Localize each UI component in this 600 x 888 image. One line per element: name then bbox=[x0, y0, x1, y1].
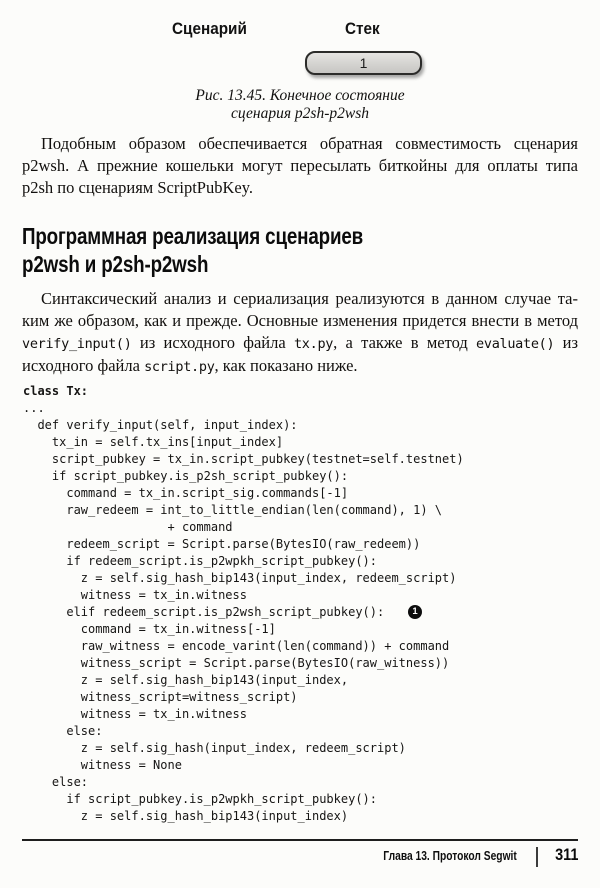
page-number: 311 bbox=[554, 845, 578, 864]
code-line bbox=[23, 451, 464, 468]
code-line bbox=[23, 485, 464, 502]
code-line bbox=[23, 808, 464, 825]
code-text: z = self.sig_hash_bip143(input_index, bbox=[23, 673, 349, 687]
code-line bbox=[23, 383, 464, 400]
code-line bbox=[23, 468, 464, 485]
code-text: elif redeem_script.is_p2wsh_script_pubkey(): bbox=[23, 605, 385, 619]
text-segment: Синтаксический анализ и сериализация реализуются в данном случае та- bbox=[41, 289, 578, 308]
code-text: witness_script=witness_script) bbox=[23, 690, 298, 704]
paragraph-backward-compatibility bbox=[22, 133, 578, 199]
paragraph-line bbox=[22, 332, 578, 355]
code-text: z = self.sig_hash(input_index, redeem_script) bbox=[23, 741, 406, 755]
code-line bbox=[23, 621, 464, 638]
code-line bbox=[23, 706, 464, 723]
text-segment: Подобным образом обеспечивается обратная совместимость сценария bbox=[41, 134, 578, 153]
code-line bbox=[23, 587, 464, 604]
code-line bbox=[23, 434, 464, 451]
text-segment: , как показано ниже. bbox=[214, 356, 358, 375]
code-line bbox=[23, 689, 464, 706]
text-segment: p2wsh. А прежние кошельки могут пересылать биткойны для оплаты типа bbox=[22, 156, 578, 175]
code-text: if redeem_script.is_p2wpkh_script_pubkey(): bbox=[23, 554, 378, 568]
code-text: raw_witness = encode_varint(len(command)) + command bbox=[23, 639, 450, 653]
code-line bbox=[23, 791, 464, 808]
figure-caption-line1: Рис. 13.45. Конечное состояние bbox=[195, 87, 405, 104]
text-segment: исходного файла bbox=[22, 356, 145, 375]
chapter-title: Глава 13. Протокол Segwit bbox=[383, 849, 517, 863]
code-text: witness_script = Script.parse(BytesIO(raw_witness)) bbox=[23, 656, 450, 670]
code-text: else: bbox=[23, 724, 103, 738]
code-text: script_pubkey = tx_in.script_pubkey(testnet=self.testnet) bbox=[23, 452, 464, 466]
code-line bbox=[23, 604, 464, 621]
code-text: ... bbox=[23, 401, 45, 415]
callout-1-icon: 1 bbox=[408, 605, 422, 619]
stack-item-box bbox=[305, 51, 422, 75]
section-heading bbox=[22, 222, 363, 278]
paragraph-line bbox=[22, 310, 578, 332]
code-line bbox=[23, 417, 464, 434]
code-text: witness = tx_in.witness bbox=[23, 707, 247, 721]
figure-column-label-script: Сценарий bbox=[172, 19, 247, 38]
code-line bbox=[23, 774, 464, 791]
code-block-verify-input bbox=[23, 383, 464, 825]
footer-separator bbox=[536, 847, 538, 867]
code-text: def verify_input(self, input_index): bbox=[23, 418, 298, 432]
paragraph-implementation-notes bbox=[22, 288, 578, 378]
code-line bbox=[23, 502, 464, 519]
text-segment: из bbox=[554, 333, 578, 352]
inline-code: script.py bbox=[144, 359, 215, 375]
code-line bbox=[23, 723, 464, 740]
inline-code: verify_input() bbox=[22, 336, 132, 352]
code-text: z = self.sig_hash_bip143(input_index) bbox=[23, 809, 349, 823]
paragraph-line bbox=[22, 133, 578, 155]
code-line bbox=[23, 536, 464, 553]
stack-item-value: 1 bbox=[359, 55, 368, 71]
code-line bbox=[23, 519, 464, 536]
code-text: z = self.sig_hash_bip143(input_index, redeem_script) bbox=[23, 571, 457, 585]
code-line bbox=[23, 740, 464, 757]
paragraph-line bbox=[22, 155, 578, 177]
paragraph-line bbox=[22, 288, 578, 310]
code-line bbox=[23, 757, 464, 774]
code-text: witness = None bbox=[23, 758, 182, 772]
footer-rule bbox=[22, 839, 578, 841]
section-heading-line2: p2wsh и p2sh-p2wsh bbox=[22, 251, 209, 277]
figure-caption bbox=[0, 87, 600, 122]
code-text: redeem_script = Script.parse(BytesIO(raw_redeem)) bbox=[23, 537, 421, 551]
code-text: else: bbox=[23, 775, 89, 789]
code-text: if script_pubkey.is_p2sh_script_pubkey(): bbox=[23, 469, 349, 483]
text-segment: , а также в метод bbox=[333, 333, 477, 352]
code-text: command = tx_in.witness[-1] bbox=[23, 622, 276, 636]
code-line bbox=[23, 638, 464, 655]
text-segment: из исходного файла bbox=[131, 333, 294, 352]
figure-column-label-stack: Стек bbox=[345, 19, 380, 38]
inline-code: tx.py bbox=[293, 336, 334, 352]
paragraph-line bbox=[22, 177, 578, 199]
figure-caption-line2: сценария p2sh-p2wsh bbox=[231, 104, 369, 122]
text-segment: ким же образом, как и прежде. Основные изменения придется внести в метод bbox=[22, 311, 578, 330]
code-line bbox=[23, 570, 464, 587]
code-text: tx_in = self.tx_ins[input_index] bbox=[23, 435, 284, 449]
code-text: command = tx_in.script_sig.commands[-1] bbox=[23, 486, 349, 500]
code-text: witness = tx_in.witness bbox=[23, 588, 247, 602]
paragraph-line bbox=[22, 355, 578, 378]
code-text: class Tx: bbox=[23, 384, 89, 398]
code-line bbox=[23, 553, 464, 570]
code-text: if script_pubkey.is_p2wpkh_script_pubkey(): bbox=[23, 792, 378, 806]
code-line bbox=[23, 672, 464, 689]
section-heading-line1: Программная реализация сценариев bbox=[22, 223, 364, 249]
code-text: + command bbox=[23, 520, 233, 534]
text-segment: p2sh по сценариям ScriptPubKey. bbox=[22, 178, 253, 197]
code-line bbox=[23, 655, 464, 672]
code-text: raw_redeem = int_to_little_endian(len(command), 1) \ bbox=[23, 503, 443, 517]
inline-code: evaluate() bbox=[476, 336, 555, 352]
code-line bbox=[23, 400, 464, 417]
